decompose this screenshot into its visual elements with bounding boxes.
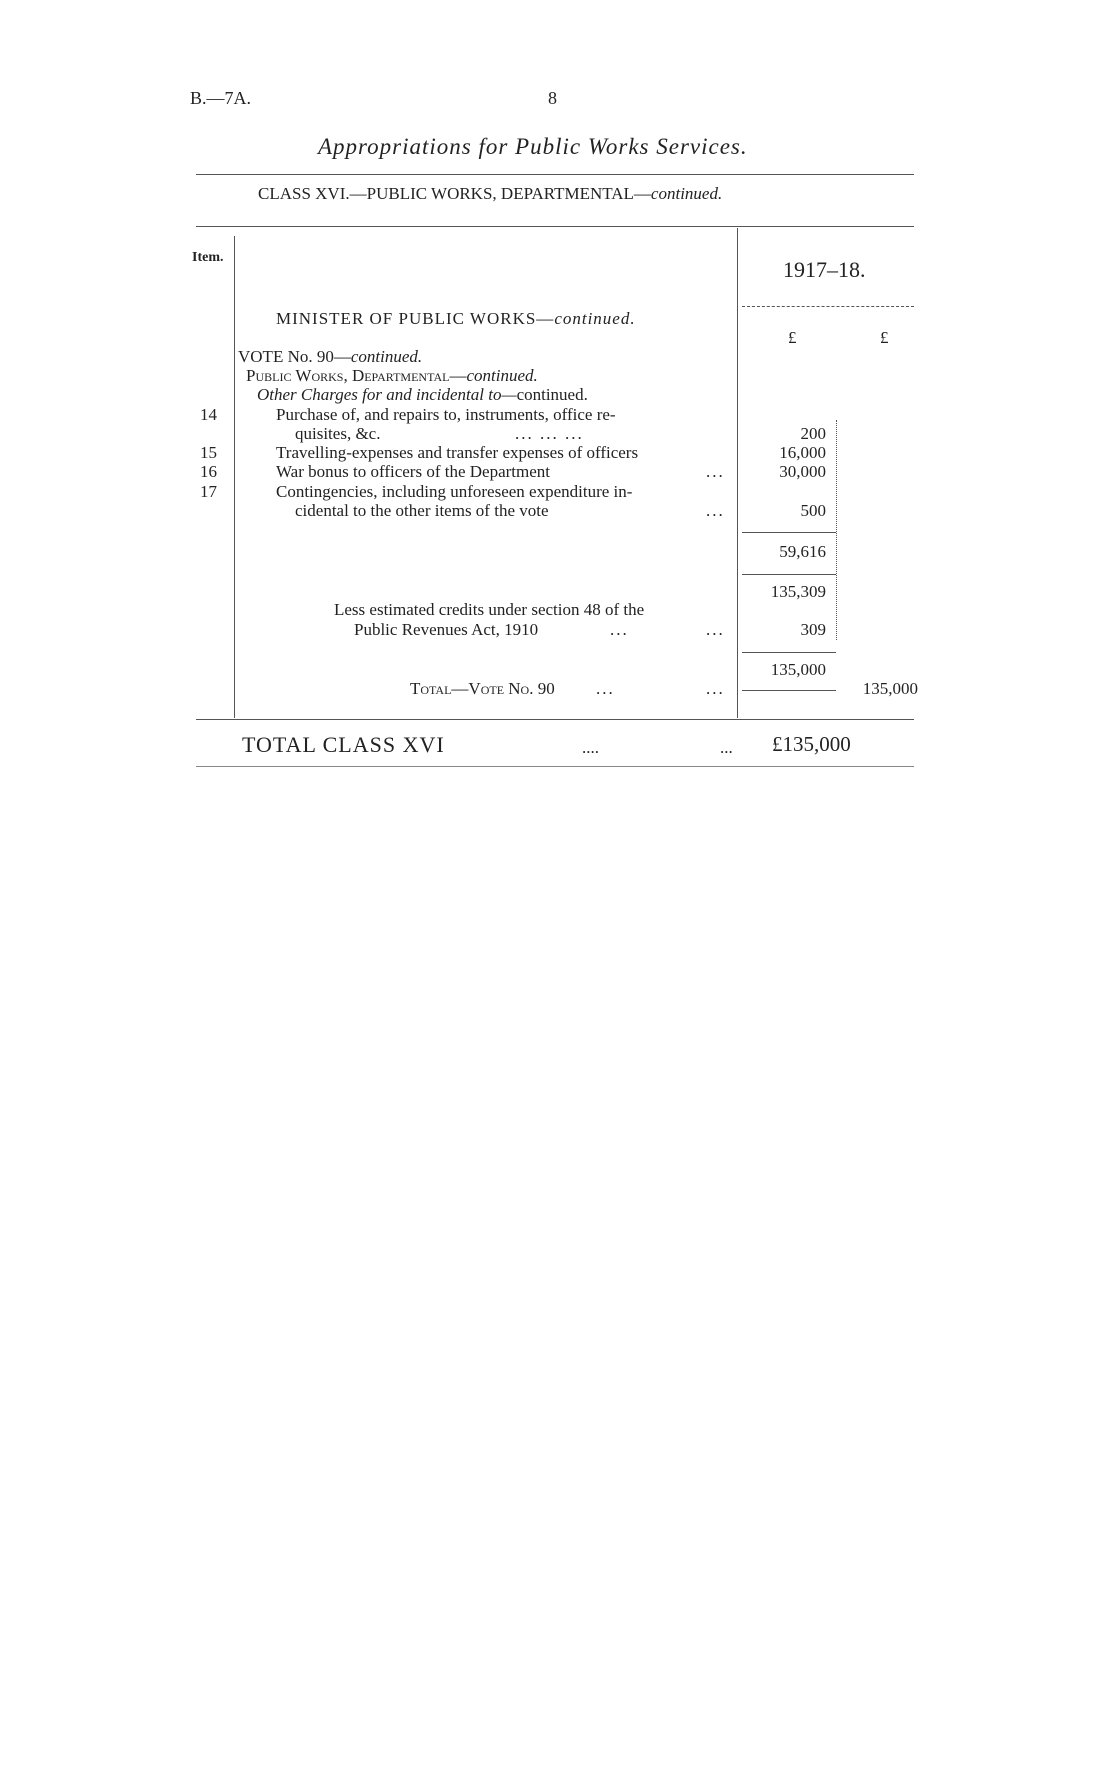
leader-dots: ... xyxy=(610,620,629,639)
page-title: Appropriations for Public Works Services. xyxy=(318,134,748,159)
leader-dots: ... xyxy=(596,679,615,698)
leader-dots: ... xyxy=(706,501,725,520)
leader-dots: ... xyxy=(706,620,725,639)
page-number: 8 xyxy=(548,88,557,108)
year-header: 1917–18. xyxy=(783,257,866,282)
net-total-rule xyxy=(742,652,836,653)
item-header: Item. xyxy=(192,250,224,265)
minister-heading xyxy=(276,309,636,329)
class-heading xyxy=(258,184,722,204)
year-header-rule xyxy=(742,306,914,307)
department-heading-text: Public Works, Departmental— xyxy=(246,366,467,385)
item-amount: 30,000 xyxy=(779,462,826,481)
total-vote-label: Total—Vote No. 90 xyxy=(410,679,555,698)
vote-heading-text: VOTE No. 90— xyxy=(238,347,351,366)
item-number: 16 xyxy=(200,462,217,481)
class-heading-continued: continued. xyxy=(650,184,723,203)
other-charges-heading-continued: continued. xyxy=(516,385,588,404)
total-vote-rule xyxy=(742,690,836,691)
leader-dots: ... xyxy=(706,462,725,481)
minister-heading-text: MINISTER OF PUBLIC WORKS— xyxy=(276,309,555,328)
table-bottom-rule xyxy=(196,719,914,720)
less-credits-line2: Public Revenues Act, 1910 xyxy=(354,620,539,639)
other-charges-heading xyxy=(257,385,588,405)
subtotal-amount: 59,616 xyxy=(779,542,826,561)
item-description-continued: quisites, &c. xyxy=(295,424,381,443)
net-total-amount: 135,000 xyxy=(770,660,826,679)
leader-dots: ... ... ... xyxy=(515,424,584,443)
item-description: Travelling-expenses and transfer expenses of officers xyxy=(276,443,639,462)
department-heading-continued: continued. xyxy=(466,366,538,385)
vote-heading-continued: continued. xyxy=(350,347,423,366)
gross-total-amount: 135,309 xyxy=(770,582,826,601)
item-description-continued: cidental to the other items of the vote xyxy=(295,501,549,520)
item-amount: 200 xyxy=(800,424,826,443)
minister-heading-continued: continued. xyxy=(554,309,636,328)
item-number: 17 xyxy=(200,482,217,501)
leader-dots: .... xyxy=(582,738,599,757)
total-vote-amount: 135,000 xyxy=(862,679,918,698)
item-number: 15 xyxy=(200,443,217,462)
gross-total-rule xyxy=(742,574,836,575)
total-class-label: TOTAL CLASS XVI xyxy=(242,732,445,757)
less-credits-amount: 309 xyxy=(800,620,826,639)
class-heading-text: CLASS XVI.—PUBLIC WORKS, DEPARTMENTAL— xyxy=(258,184,651,203)
item-amount: 16,000 xyxy=(779,443,826,462)
department-heading xyxy=(246,366,538,386)
item-amount: 500 xyxy=(800,501,826,520)
amount-column-rule xyxy=(737,228,738,718)
less-credits-line1: Less estimated credits under section 48 of the xyxy=(334,600,645,619)
subtotal-rule xyxy=(742,532,836,533)
footer-rule xyxy=(196,766,914,767)
item-number: 14 xyxy=(200,405,217,424)
item-description: Contingencies, including unforeseen expenditure in- xyxy=(276,482,633,501)
table-top-rule xyxy=(196,226,914,227)
item-description: Purchase of, and repairs to, instruments, office re- xyxy=(276,405,616,424)
currency-symbol-col1: £ xyxy=(788,328,797,347)
leader-dots: ... xyxy=(720,738,733,757)
item-description: War bonus to officers of the Department xyxy=(276,462,551,481)
leader-dots: ... xyxy=(706,679,725,698)
total-class-amount: £135,000 xyxy=(772,732,851,756)
document-reference: B.—7A. xyxy=(190,88,252,108)
currency-symbol-col2: £ xyxy=(880,328,889,347)
other-charges-heading-text: Other Charges for and incidental to— xyxy=(257,385,517,404)
title-rule xyxy=(196,174,914,175)
item-column-rule xyxy=(234,236,235,718)
vote-heading xyxy=(238,347,422,367)
second-amount-column-rule xyxy=(836,420,837,640)
